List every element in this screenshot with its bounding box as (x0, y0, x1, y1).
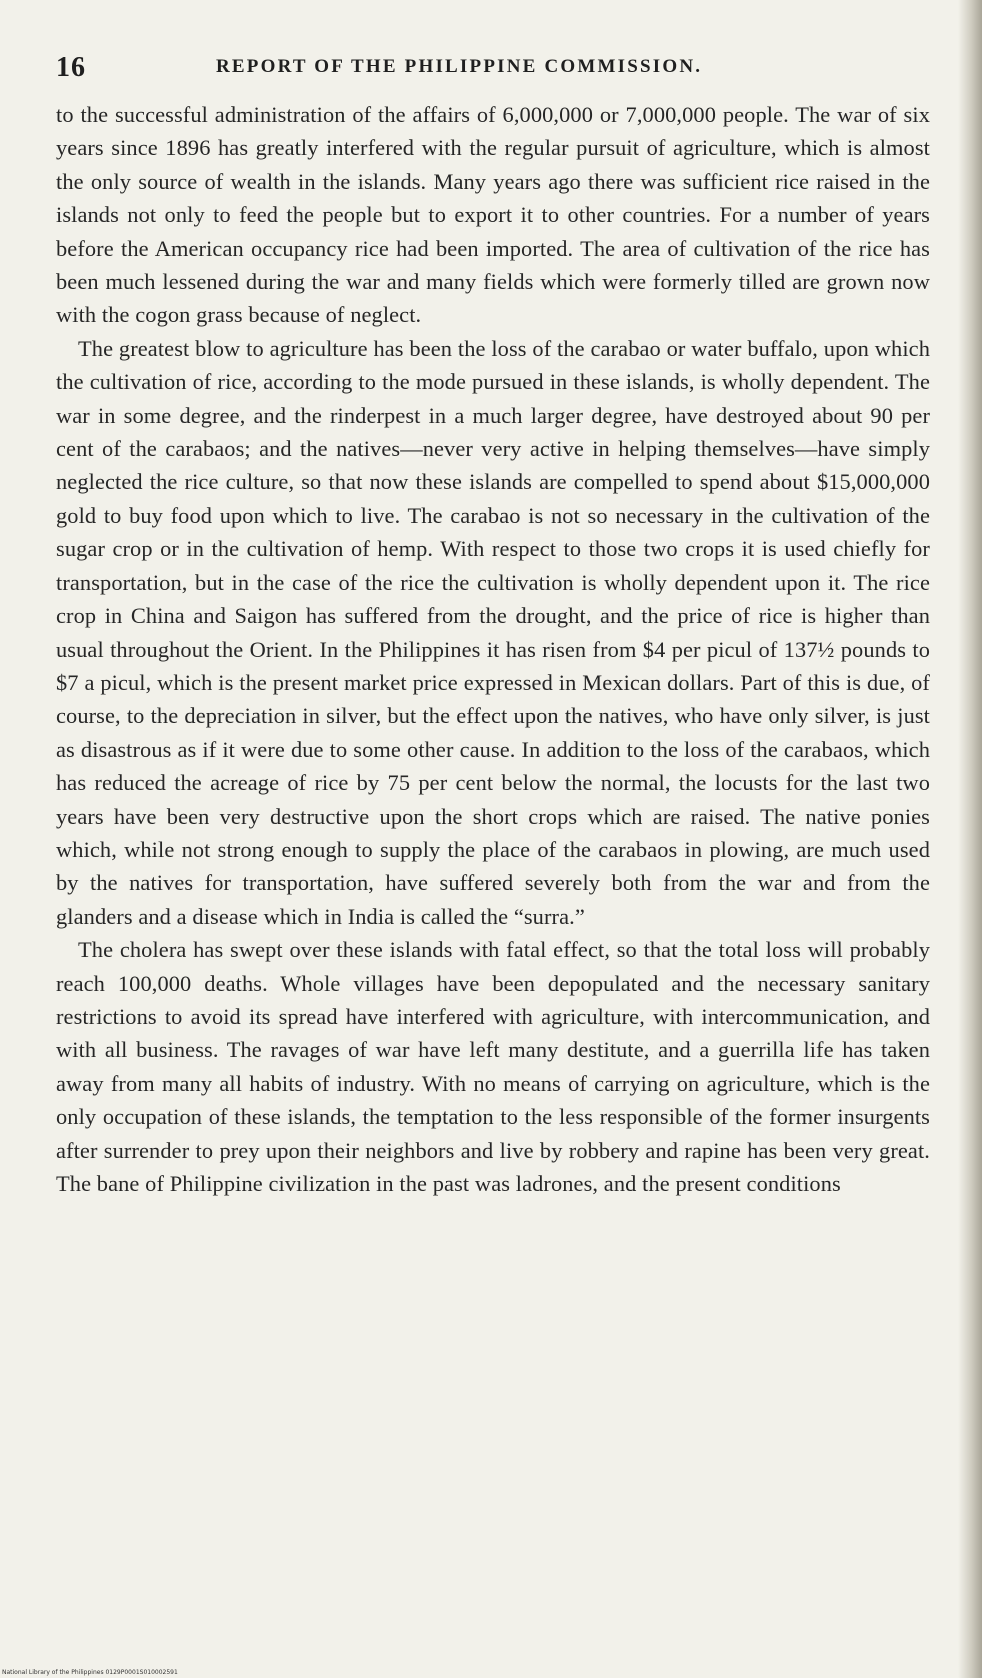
page-edge-shadow (958, 0, 982, 1678)
page-header (56, 52, 926, 92)
paragraph-cholera: The cholera has swept over these islands with fatal effect, so that the total loss will probably reach 100,000 deaths. Whole villages have been depopulated and the necessary sanitary restrictions to avoid its spread have interfered with agriculture, with intercommunication, and with all business. The ravages of war have left many destitute, and a guerrilla life has taken away from many all habits of industry. With no means of carrying on agriculture, which is the only occupation of these islands, the temptation to the less responsible of the former insurgents after surrender to prey upon their neighbors and live by robbery and rapine has been very great. The bane of Philippine civilization in the past was ladrones, and the present conditions (56, 937, 930, 1196)
footer-credit: National Library of the Philippines 0129P0001S010002591 (2, 1669, 178, 1676)
running-head: REPORT OF THE PHILIPPINE COMMISSION. (216, 56, 703, 77)
body-text (56, 98, 930, 1200)
paragraph-continuation: to the successful administration of the affairs of 6,000,000 or 7,000,000 people. The war of six years since 1896 has greatly interfered with the regular pursuit of agriculture, which is almost the only source of wealth in the islands. Many years ago there was sufficient rice raised in the islands not only to feed the people but to export it to other countries. For a number of years before the American occupancy rice had been imported. The area of cultivation of the rice has been much lessened during the war and many fields which were formerly tilled are grown now with the cogon grass because of neglect. (56, 102, 930, 328)
paragraph-carabao: The greatest blow to agriculture has been the loss of the carabao or water buffalo, upon which the cultivation of rice, according to the mode pursued in these islands, is wholly dependent. The war in some degree, and the rinderpest in a much larger degree, have destroyed about 90 per cent of the carabaos; and the natives—never very active in helping themselves—have simply neglected the rice culture, so that now these islands are compelled to spend about $15,000,000 gold to buy food upon which to live. The carabao is not so necessary in the cultivation of the sugar crop or in the cultivation of hemp. With respect to those two crops it is used chiefly for transportation, but in the case of the rice the cultivation is wholly dependent upon it. The rice crop in China and Saigon has suffered from the drought, and the price of rice is higher than usual throughout the Orient. In the Philippines it has risen from $4 per picul of 137½ pounds to $7 a picul, which is the present market price expressed in Mexican dollars. Part of this is due, of course, to the depreciation in silver, but the effect upon the natives, who have only silver, is just as disastrous as if it were due to some other cause. In addition to the loss of the carabaos, which has reduced the acreage of rice by 75 per cent below the normal, the locusts for the last two years have been very destructive upon the short crops which are raised. The native ponies which, while not strong enough to supply the place of the carabaos in plowing, are much used by the natives for transportation, have suffered severely both from the war and from the glanders and a disease which in India is called the “surra.” (56, 335, 930, 929)
page-number: 16 (56, 52, 86, 83)
